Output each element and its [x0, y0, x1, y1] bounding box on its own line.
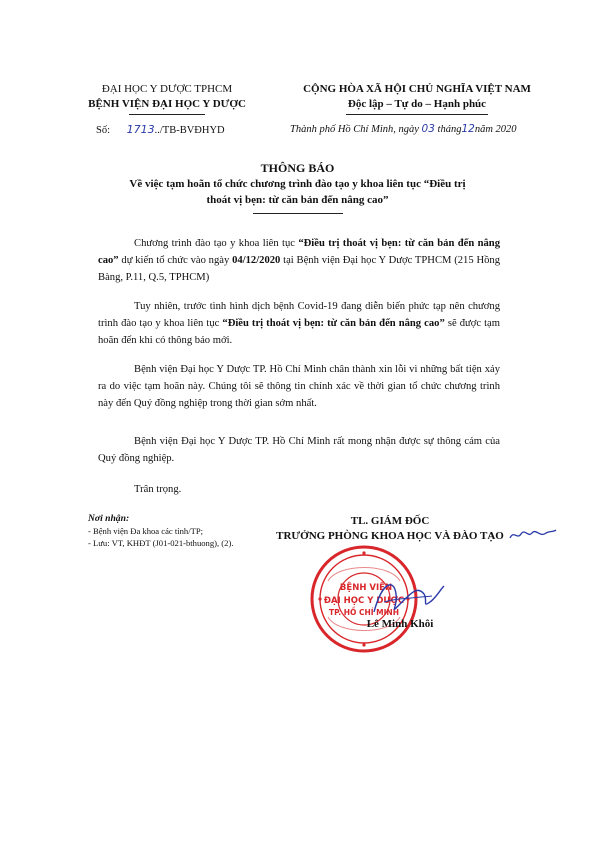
org-line2: BỆNH VIỆN ĐẠI HỌC Y DƯỢC	[88, 98, 246, 110]
p2-text-a: Tuy nhiên, trước tình hình dịch bệnh Covid-19 đang diễn biến phức tạp nên chương trình đào tạo y khoa liên tục	[98, 301, 500, 329]
org-underline	[129, 114, 205, 115]
signature-line1: TL. GIÁM ĐỐC	[350, 515, 430, 527]
p1-text-c: dự kiến tổ chức vào ngày	[118, 255, 233, 266]
doc-no-label: Số:	[96, 125, 111, 136]
org-line1: ĐẠI HỌC Y DƯỢC TPHCM	[101, 83, 233, 95]
signature-line2: TRƯỞNG PHÒNG KHOA HỌC VÀ ĐÀO TẠO	[276, 530, 504, 542]
handwritten-signature-icon	[368, 572, 448, 622]
recipients-block	[88, 512, 233, 549]
subject-line2: thoát vị bẹn: từ căn bản đến nâng cao”	[206, 194, 389, 206]
stamp-line1: BỆNH VIỆN	[339, 583, 393, 593]
closing-text: Trân trọng.	[134, 484, 182, 495]
title-underline	[253, 213, 343, 214]
nation-line1: CỘNG HÒA XÃ HỘI CHỦ NGHĨA VIỆT NAM	[303, 83, 531, 95]
nation-block	[282, 82, 552, 112]
paragraph-2	[98, 298, 500, 349]
notice-subject	[60, 176, 535, 208]
p1-date: 04/12/2020	[232, 255, 281, 266]
p1-text-e: tại Bệnh viện Đại học Y Dược TPHCM (215 Hồng Bàng, P.11, Q.5, TPHCM)	[98, 255, 500, 283]
paragraph-4: Bệnh viện Đại học Y Dược TP. Hồ Chí Minh rất mong nhận được sự thông cảm của Quý đồng nghiệp.	[98, 436, 500, 464]
p2-text-c: sẽ được tạm hoãn đến khi có thông báo mới.	[98, 318, 500, 346]
subject-line1: Về việc tạm hoãn tổ chức chương trình đào tạo y khoa liên tục “Điều trị	[129, 178, 466, 190]
date-month-label: tháng	[437, 124, 462, 135]
nation-underline	[346, 114, 488, 115]
notice-title: THÔNG BÁO	[260, 161, 335, 175]
p1-program-name: “Điều trị thoát vị bẹn: từ căn bản đến nâng cao”	[98, 238, 501, 266]
paragraph-1	[98, 235, 500, 286]
stamp-line2: ĐẠI HỌC Y DƯỢC	[323, 596, 405, 606]
doc-no-suffix: ../TB-BVĐHYD	[154, 125, 225, 136]
date-prefix: Thành phố Hồ Chí Minh, ngày	[290, 124, 419, 135]
p2-program-name: “Điều trị thoát vị bẹn: từ căn bản đến nâng cao”	[222, 318, 445, 329]
date-month: 12	[461, 123, 475, 135]
paragraph-3: Bệnh viện Đại học Y Dược TP. Hồ Chí Minh chân thành xin lỗi vì những bất tiện xảy ra do việc tạm hoãn này. Chúng tôi sẽ thông tin chính xác về thời gian tổ chức chương trình này đến Quý đồng nghiệp trong thời gian sớm nhất.	[98, 364, 500, 409]
initials-signature-icon	[508, 526, 558, 544]
signature-title	[270, 514, 510, 544]
recipient-item-2: - Lưu: VT, KHĐT (J01-021-bthuong), (2).	[88, 538, 234, 548]
p1-text-a: Chương trình đào tạo y khoa liên tục	[134, 238, 299, 249]
date-year: năm 2020	[474, 124, 517, 135]
recipients-label: Nơi nhận:	[88, 513, 130, 524]
document-date	[290, 122, 517, 137]
date-day: 03	[421, 123, 435, 135]
stamp-line3: TP. HỒ CHÍ MINH	[329, 608, 399, 617]
signer-name: Lê Minh Khôi	[366, 618, 434, 630]
recipient-item-1: - Bệnh viện Đa khoa các tỉnh/TP;	[88, 526, 204, 536]
document-number	[96, 122, 225, 138]
doc-no-handwritten: 1713	[126, 123, 155, 136]
org-block	[62, 82, 272, 112]
nation-line2: Độc lập – Tự do – Hạnh phúc	[347, 98, 487, 110]
